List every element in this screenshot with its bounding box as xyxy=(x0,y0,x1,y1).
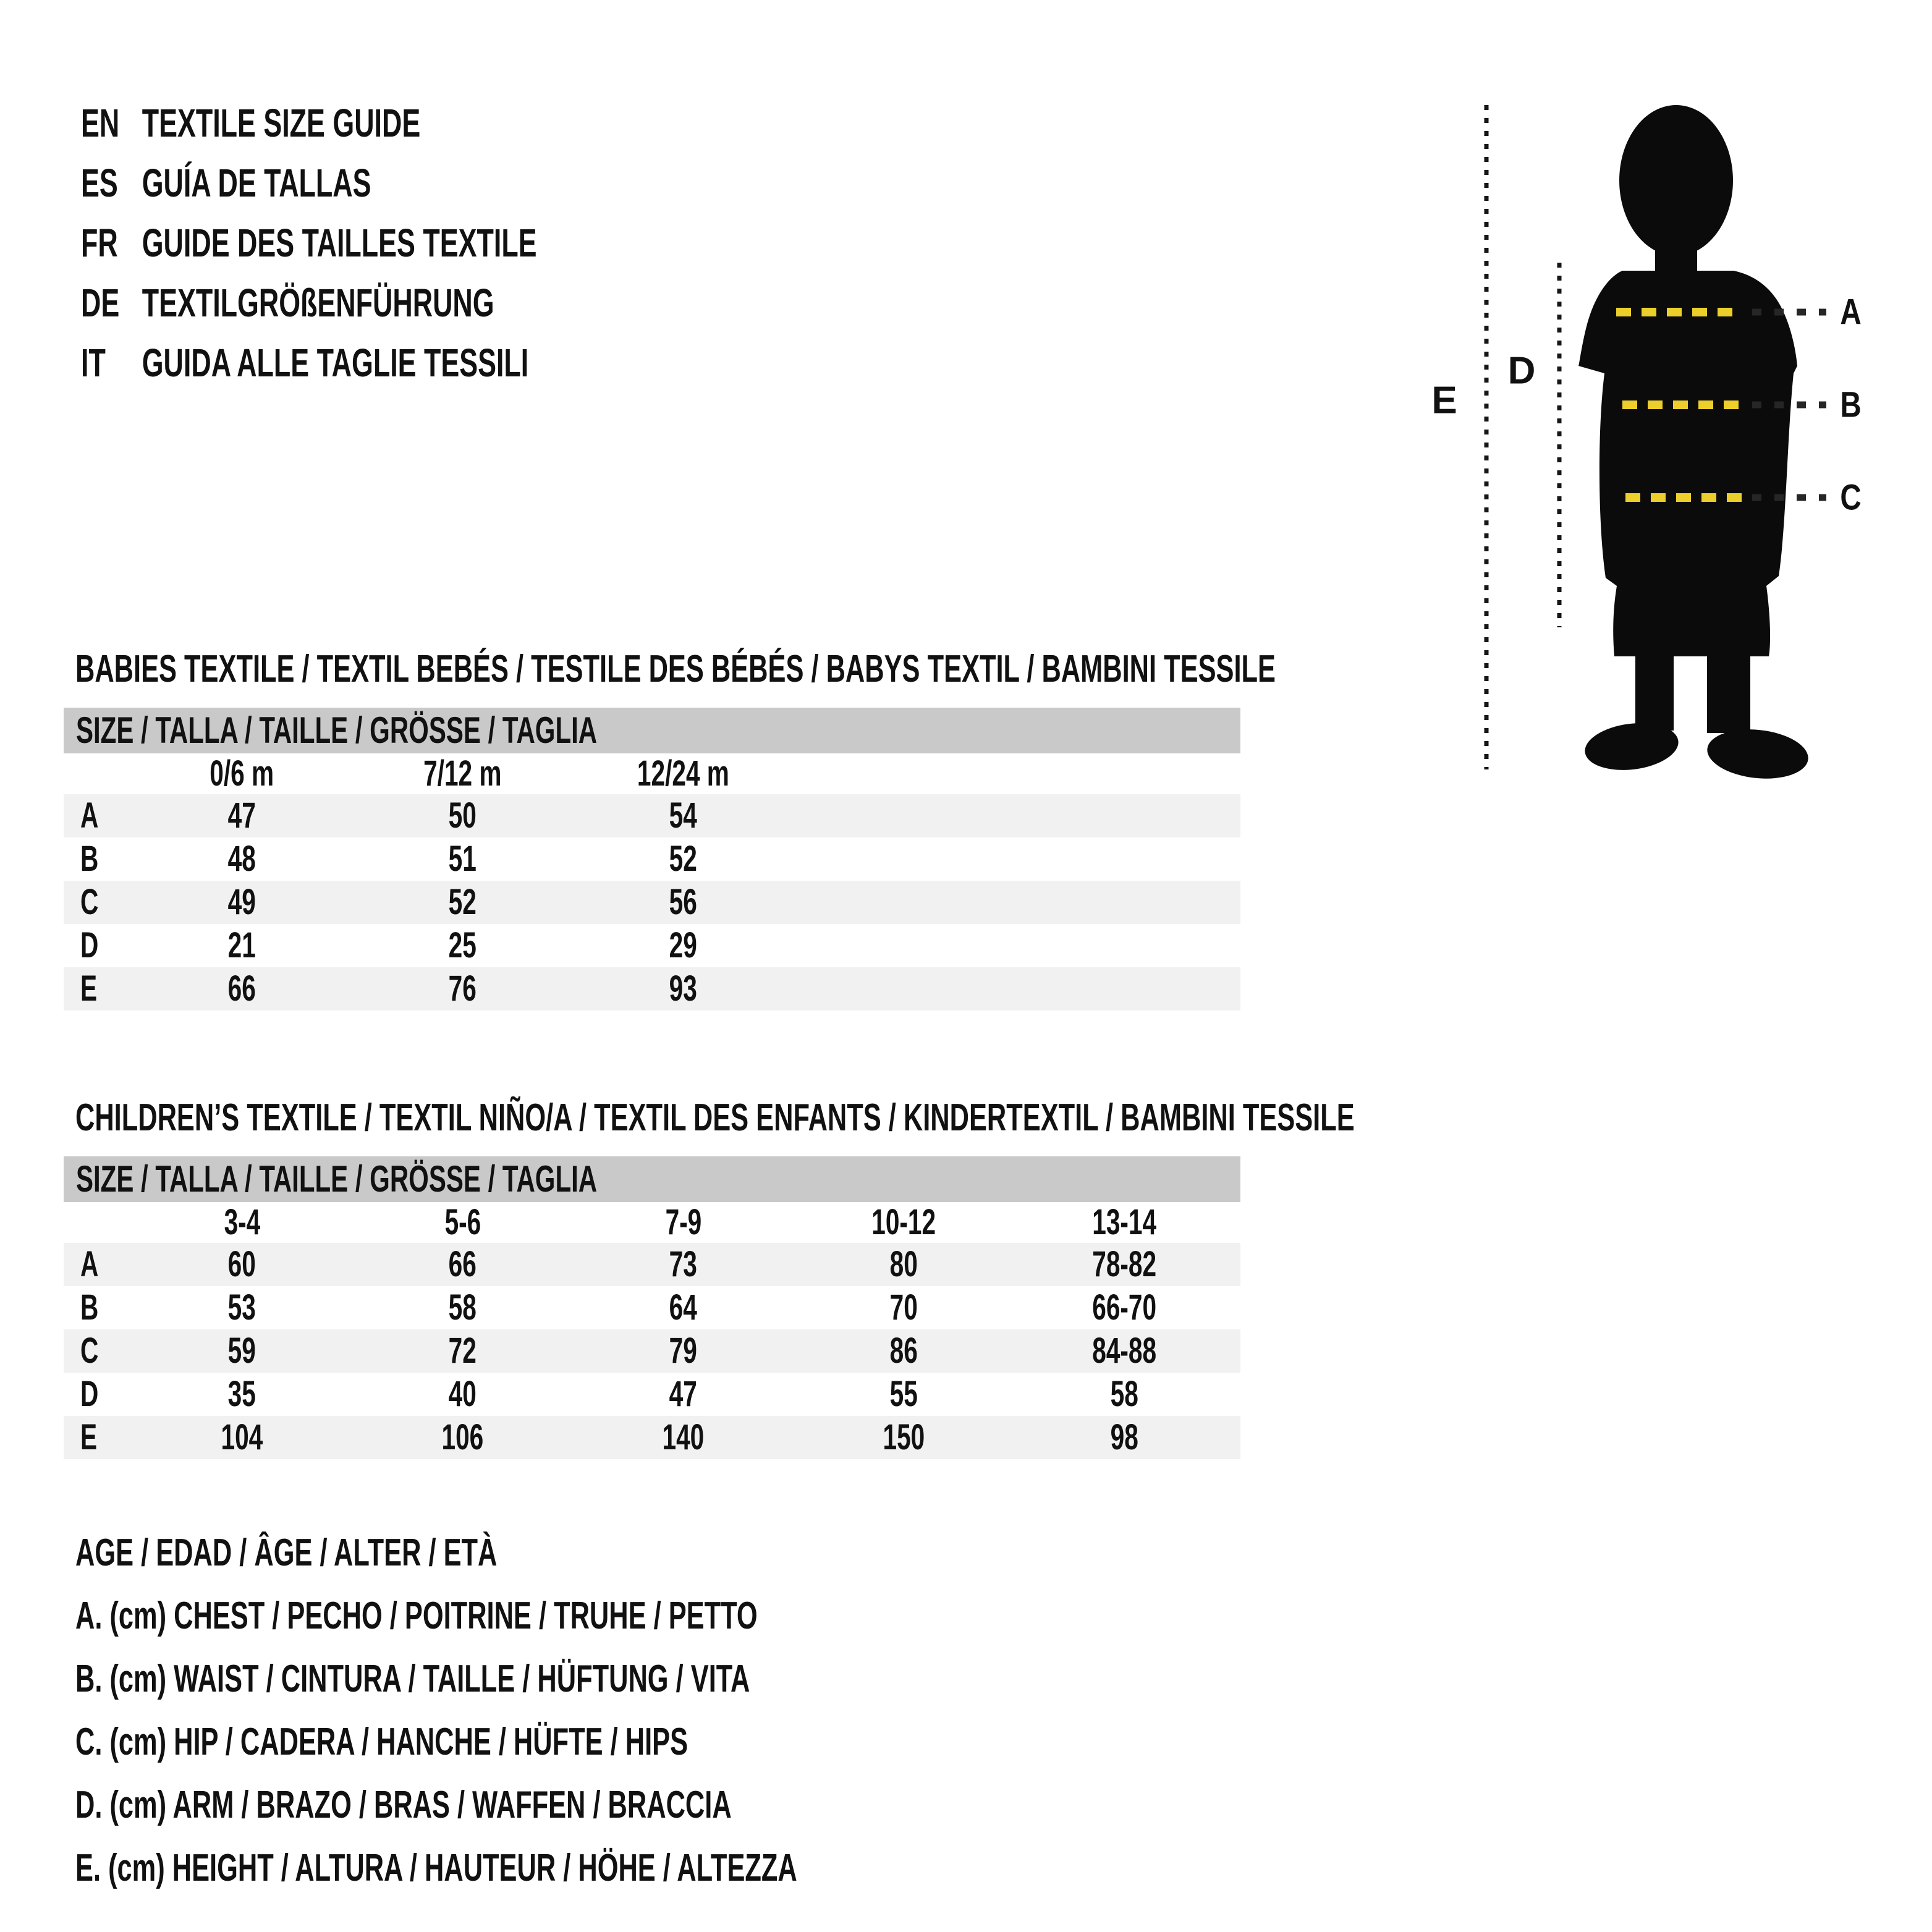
language-title-list xyxy=(81,93,732,392)
cell: 47 xyxy=(669,1374,698,1414)
language-title: GUÍA DE TALLAS xyxy=(142,160,371,205)
row-label: C xyxy=(80,882,99,922)
children-column-header-row xyxy=(64,1202,1240,1243)
cell: 79 xyxy=(669,1331,698,1371)
column-header: 7-9 xyxy=(665,1202,701,1242)
cell: 106 xyxy=(441,1417,484,1457)
language-code: FR xyxy=(81,220,118,265)
cell: 25 xyxy=(448,925,477,965)
cell: 49 xyxy=(227,882,256,922)
row-label: E xyxy=(80,1417,98,1457)
language-title: GUIDE DES TAILLES TEXTILE xyxy=(142,220,537,265)
cell: 29 xyxy=(669,925,698,965)
cell: 47 xyxy=(227,795,256,836)
cell: 53 xyxy=(227,1287,256,1328)
cell: 50 xyxy=(448,795,477,836)
size-header-bar: SIZE / TALLA / TAILLE / GRÖSSE / TAGLIA xyxy=(64,1156,1240,1202)
figure-measure-label-chest: A xyxy=(1840,292,1862,333)
cell: 59 xyxy=(227,1331,256,1371)
size-header-bar: SIZE / TALLA / TAILLE / GRÖSSE / TAGLIA xyxy=(64,708,1240,753)
language-row-it xyxy=(81,333,537,392)
language-title: TEXTILE SIZE GUIDE xyxy=(142,100,421,145)
table-row xyxy=(64,881,1240,924)
cell: 104 xyxy=(221,1417,263,1457)
cell: 52 xyxy=(669,839,698,879)
cell: 48 xyxy=(227,839,256,879)
language-row-en xyxy=(81,93,537,153)
cell: 72 xyxy=(448,1331,477,1371)
row-label: B xyxy=(80,839,99,879)
column-header: 3-4 xyxy=(224,1202,260,1242)
figure-measure-label-hip: C xyxy=(1840,477,1862,518)
legend-line-age: AGE / EDAD / ÂGE / ALTER / ETÀ xyxy=(75,1532,498,1574)
cell: 58 xyxy=(1110,1374,1139,1414)
cell: 66-70 xyxy=(1092,1287,1157,1328)
legend-line-hip: C. (cm) HIP / CADERA / HANCHE / HÜFTE / HIPS xyxy=(75,1721,688,1763)
row-label: A xyxy=(80,1244,99,1284)
cell: 52 xyxy=(448,882,477,922)
cell: 60 xyxy=(227,1244,256,1284)
cell: 58 xyxy=(448,1287,477,1328)
language-row-es xyxy=(81,153,537,213)
cell: 70 xyxy=(889,1287,918,1328)
cell: 76 xyxy=(448,968,477,1009)
table-row xyxy=(64,1416,1240,1459)
cell: 21 xyxy=(227,925,256,965)
cell: 98 xyxy=(1110,1417,1139,1457)
cell: 73 xyxy=(669,1244,698,1284)
cell: 64 xyxy=(669,1287,698,1328)
babies-column-header-row xyxy=(64,753,1240,794)
table-row xyxy=(64,967,1240,1010)
babies-section-title: BABIES TEXTILE / TEXTIL BEBÉS / TESTILE DES BÉBÉS / BABYS TEXTIL / BAMBINI TESSILE xyxy=(75,648,1276,690)
language-row-fr xyxy=(81,213,537,273)
cell: 56 xyxy=(669,882,698,922)
babies-size-table xyxy=(64,708,1240,1010)
cell: 55 xyxy=(889,1374,918,1414)
table-row xyxy=(64,924,1240,967)
legend-line-chest: A. (cm) CHEST / PECHO / POITRINE / TRUHE / PETTO xyxy=(75,1595,758,1637)
children-section-title: CHILDREN’S TEXTILE / TEXTIL NIÑO/A / TEXTIL DES ENFANTS / KINDERTEXTIL / BAMBINI TESSILE xyxy=(75,1096,1355,1139)
cell: 86 xyxy=(889,1331,918,1371)
table-row xyxy=(64,837,1240,881)
column-header: 13-14 xyxy=(1092,1202,1157,1242)
column-header: 10-12 xyxy=(871,1202,936,1242)
language-title: GUIDA ALLE TAGLIE TESSILI xyxy=(142,340,529,385)
cell: 54 xyxy=(669,795,698,836)
figure-measure-label-waist: B xyxy=(1840,384,1862,425)
column-header: 7/12 m xyxy=(423,753,502,794)
table-row xyxy=(64,1329,1240,1373)
table-row xyxy=(64,1373,1240,1416)
legend-line-arm: D. (cm) ARM / BRAZO / BRAS / WAFFEN / BRACCIA xyxy=(75,1784,732,1826)
language-row-de xyxy=(81,273,537,333)
cell: 80 xyxy=(889,1244,918,1284)
row-label: E xyxy=(80,968,98,1009)
cell: 51 xyxy=(448,839,477,879)
cell: 78-82 xyxy=(1092,1244,1157,1284)
column-header: 5-6 xyxy=(444,1202,481,1242)
column-header: 12/24 m xyxy=(637,753,729,794)
row-label: D xyxy=(80,925,99,965)
language-code: EN xyxy=(81,100,120,145)
cell: 140 xyxy=(662,1417,705,1457)
language-code: IT xyxy=(81,340,106,385)
language-code: DE xyxy=(81,280,120,325)
cell: 93 xyxy=(669,968,698,1009)
legend-line-height: E. (cm) HEIGHT / ALTURA / HAUTEUR / HÖHE / ALTEZZA xyxy=(75,1847,797,1889)
row-label: A xyxy=(80,795,99,836)
children-size-table xyxy=(64,1156,1240,1459)
cell: 40 xyxy=(448,1374,477,1414)
row-label: D xyxy=(80,1374,99,1414)
cell: 84-88 xyxy=(1092,1331,1157,1371)
legend-line-waist: B. (cm) WAIST / CINTURA / TAILLE / HÜFTUNG / VITA xyxy=(75,1658,750,1700)
cell: 35 xyxy=(227,1374,256,1414)
language-code: ES xyxy=(81,160,118,205)
measurement-legend xyxy=(75,1522,1106,1900)
table-row xyxy=(64,1286,1240,1329)
language-title: TEXTILGRÖßENFÜHRUNG xyxy=(142,280,494,325)
cell: 150 xyxy=(883,1417,925,1457)
cell: 66 xyxy=(227,968,256,1009)
figure-measure-label-arm: D xyxy=(1507,349,1536,392)
cell: 66 xyxy=(448,1244,477,1284)
row-label: B xyxy=(80,1287,99,1328)
row-label: C xyxy=(80,1331,99,1371)
table-row xyxy=(64,1243,1240,1286)
figure-measure-label-height: E xyxy=(1431,379,1457,422)
column-header: 0/6 m xyxy=(210,753,274,794)
table-row xyxy=(64,794,1240,837)
